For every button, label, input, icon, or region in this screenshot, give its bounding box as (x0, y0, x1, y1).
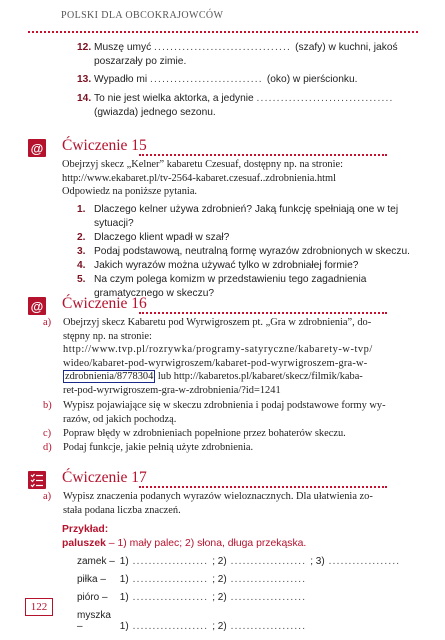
task-item (43, 316, 418, 400)
question-text: Na czym polega komizm w przedstawieniu tego zagadnienia (94, 274, 367, 285)
task-url: wideo/kabaret-pod-wyrwigroszem/kabaret-pod-wyrwigroszem-gra-w- (63, 357, 368, 369)
page-number: 122 (25, 598, 53, 616)
task-text: stępny np. na stronie: (63, 330, 152, 342)
example-text: – 1) mały palec; 2) słona, długa przekąska. (105, 538, 307, 549)
list-item (77, 41, 407, 71)
slot-label: 1) (119, 592, 129, 603)
question-text: Dlaczego kelner używa zdrobnień? Jaką funkcję spełniają one w tej (94, 204, 399, 215)
question-number: 5. (77, 274, 86, 285)
item-text: Wypadło mi (94, 74, 148, 85)
item-number: 14. (77, 93, 92, 104)
word-row (77, 592, 306, 603)
task-text: stała podana liczba znaczeń. (63, 504, 181, 516)
example-word: paluszek (62, 538, 106, 549)
exercise-divider (139, 486, 387, 488)
question-item (77, 231, 411, 245)
slot-label: 1) (119, 556, 129, 567)
task-url: lub http://kabaretos.pl/kabaret/skecz/filmik/kaba- (155, 371, 363, 382)
word-label: myszka – (77, 610, 111, 632)
word-row (77, 556, 400, 567)
task-text: Podaj funkcje, jakie pełnią użyte zdrobnienia. (63, 442, 254, 453)
slot-label: ; 2) (212, 592, 227, 603)
task-text: Obejrzyj skecz Kabaretu pod Wyrwigroszem pt. „Gra w zdrobnienia”, do- (63, 317, 372, 328)
task-item (43, 441, 418, 455)
exercise-title: Ćwiczenie 15 (62, 137, 147, 154)
task-text: Popraw błędy w zdrobnieniach popełnione przez bohaterów skeczu. (63, 428, 346, 439)
blank-line: .................................. (256, 93, 394, 104)
word-label: pióro – (77, 592, 108, 603)
blank-line: ................... (128, 556, 213, 567)
list-item (77, 73, 407, 88)
task-item (43, 490, 418, 518)
blank-line: ................... (226, 574, 307, 585)
question-text: gramatycznego w skeczu? (94, 287, 215, 299)
task-letter: d) (43, 442, 52, 453)
checklist-icon-graphic (28, 471, 46, 489)
blank-line: .................................. (154, 42, 296, 53)
task-text: razów, od jakich pochodzą. (63, 413, 177, 425)
word-label: zamek – (77, 556, 115, 567)
intro-line: Odpowiedz na poniższe pytania. (62, 186, 198, 197)
question-number: 3. (77, 246, 86, 257)
blank-line: .................. (324, 556, 401, 567)
question-item (77, 245, 411, 259)
item-number: 12. (77, 42, 92, 53)
item-number: 13. (77, 74, 92, 85)
task-text: Wypisz znaczenia podanych wyrazów wieloznacznych. Dla ułatwienia zo- (63, 491, 373, 502)
item-text: Muszę umyć (94, 42, 152, 53)
task-letter: c) (43, 428, 52, 439)
task-url: ret-pod-wyrwigroszem-gra-w-zdrobnienia/?id=1241 (63, 384, 281, 396)
question-text: Dlaczego klient wpadł w szał? (94, 232, 230, 243)
intro-line: Obejrzyj skecz „Kelner” kabaretu Czesuaf, dostępny np. na stronie: (62, 159, 344, 170)
slot-label: ; 2) (212, 556, 227, 567)
task-url (63, 370, 418, 384)
item-text: (gwiazda) jednego sezonu. (94, 106, 216, 118)
task-letter: a) (43, 317, 52, 328)
word-label: piłka – (77, 574, 106, 585)
header-divider (28, 31, 418, 33)
blank-line: ................... (226, 592, 307, 603)
blank-line: ............................ (149, 74, 267, 85)
question-text: Jakich wyrazów można używać tylko w zdrobniałej formie? (94, 260, 359, 271)
blank-line: ................... (128, 574, 213, 585)
slot-label: ; 2) (212, 574, 227, 585)
item-text: To nie jest wielka aktorka, a jedynie (94, 93, 254, 104)
exercise-divider (139, 154, 387, 156)
highlighted-link[interactable]: zdrobnienia/8778304 (65, 371, 154, 382)
exercise-divider (139, 312, 387, 314)
task-url: http://www.tvp.pl/rozrywka/programy-satyryczne/kabarety-w-tvp/ (63, 344, 373, 355)
example-label: Przykład: (62, 524, 109, 535)
blank-line: ................... (128, 592, 213, 603)
question-number: 1. (77, 204, 86, 215)
at-icon: @ (28, 297, 46, 315)
checklist-icon (28, 471, 46, 489)
exercise-title: Ćwiczenie 16 (62, 295, 147, 312)
blank-line: ................... (226, 556, 311, 567)
word-row (77, 610, 306, 632)
question-text: sytuacji? (94, 217, 134, 229)
word-row (77, 574, 306, 585)
example-line (62, 538, 306, 549)
exercise-title: Ćwiczenie 17 (62, 469, 147, 486)
task-letter: b) (43, 400, 52, 411)
question-item (77, 259, 411, 273)
question-number: 4. (77, 260, 86, 271)
task-item (43, 399, 418, 427)
item-text: (oko) w pierścionku. (266, 74, 358, 85)
slot-label: ; 2) (212, 621, 227, 632)
intro-url: http://www.ekabaret.pl/tv-2564-kabaret.czesuaf..zdrobnienia.html (62, 172, 337, 184)
question-item (77, 203, 411, 231)
item-text: (szafy) w kuchni, jakoś (295, 42, 398, 53)
at-icon: @ (28, 139, 46, 157)
exercise-intro (62, 158, 412, 199)
task-letter: a) (43, 491, 52, 502)
blank-line: ................... (128, 621, 213, 632)
task-text: Wypisz pojawiające się w skeczu zdrobnienia i podaj podstawowe formy wy- (63, 400, 386, 411)
slot-label: ; 3) (310, 556, 325, 567)
running-header: POLSKI DLA OBCOKRAJOWCÓW (61, 10, 224, 21)
blank-line: ................... (226, 621, 307, 632)
slot-label: 1) (119, 621, 129, 632)
task-item (43, 427, 418, 441)
slot-label: 1) (119, 574, 129, 585)
list-item (77, 92, 407, 122)
question-text: Podaj podstawową, neutralną formę wyrazów zdrobnionych w skeczu. (94, 246, 410, 257)
item-text: poszarzały po zimie. (94, 55, 187, 67)
question-number: 2. (77, 232, 86, 243)
